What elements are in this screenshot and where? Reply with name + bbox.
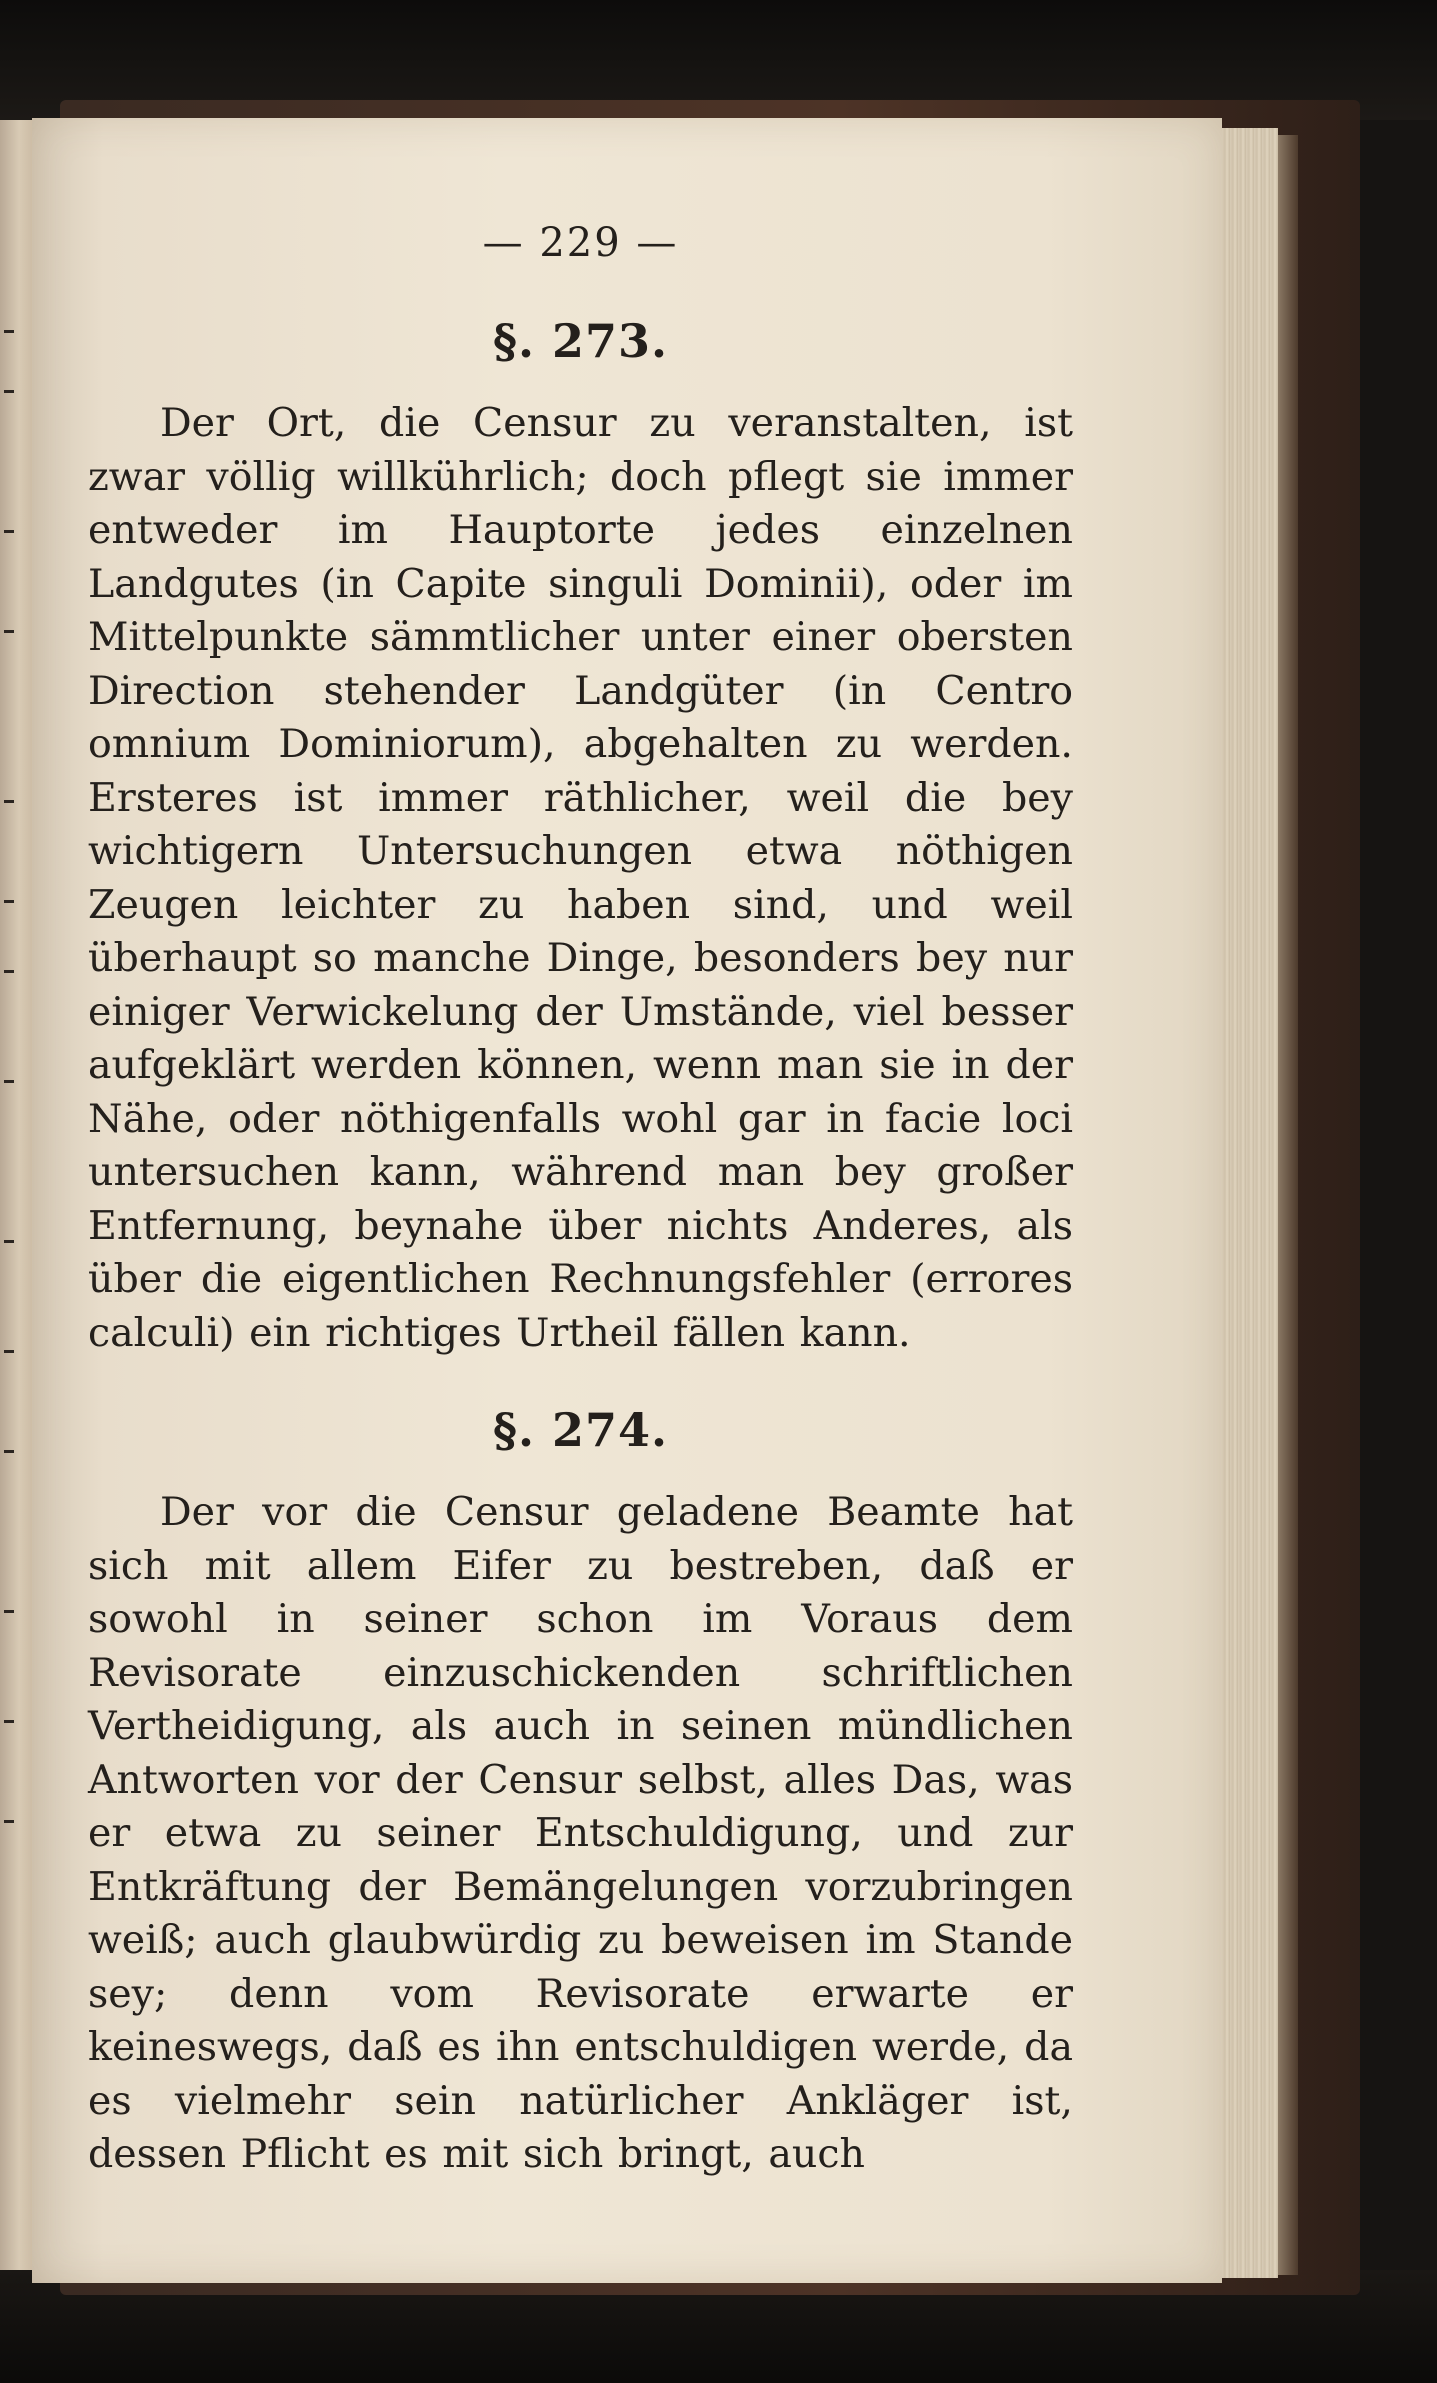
- section-paragraph: Der vor die Censur geladene Beamte hat sich mit allem Eifer zu bestreben, daß er sowohl in seiner schon im Voraus dem Revisorate einzuschickenden schriftlichen Vertheidigung, als auch in seinen mündlichen Antworten vor der Censur selbst, alles Das, was er etwa zu seiner Entschuldigung, und zur Entkräftung der Bemängelungen vorzubringen weiß; auch glaubwürdig zu beweisen im Stande sey; denn vom Revisorate erwarte er keineswegs, daß es ihn entschuldigen werde, da es vielmehr sein natürlicher Ankläger ist, dessen Pflicht es mit sich bringt, auch: [88, 1489, 1073, 2177]
- page-block-shadow: [1278, 135, 1298, 2275]
- section-paragraph: Der Ort, die Censur zu veranstalten, ist zwar völlig willkührlich; doch pflegt sie immer entweder im Hauptorte jedes einzelnen Landgutes (in Capite singuli Dominii), oder im Mittelpunkte sämmtlicher unter einer obersten Direction stehender Landgüter (in Centro omnium Dominiorum), abgehalten zu werden. Ersteres ist immer räthlicher, weil die bey wichtigern Untersuchungen etwa nöthigen Zeugen leichter zu haben sind, und weil überhaupt so manche Dinge, besonders bey nur einiger Verwickelung der Umstände, viel besser aufgeklärt werden können, wenn man sie in der Nähe, oder nöthigenfalls wohl gar in facie loci untersuchen kann, während man bey großer Entfernung, beynahe über nichts Anderes, als über die eigentlichen Rechnungsfehler (errores calculi) ein richtiges Urtheil fällen kann.: [88, 400, 1073, 1356]
- section-heading: §. 273.: [492, 314, 669, 368]
- section-274: [88, 1388, 1073, 2182]
- section-heading: §. 274.: [492, 1403, 669, 1457]
- page-block-edge: [1222, 128, 1278, 2278]
- previous-page-text-marks: [0, 120, 32, 2270]
- section-273: [88, 299, 1073, 1360]
- page-number-header: — 229 —: [482, 220, 679, 266]
- page-content: [88, 215, 1073, 2182]
